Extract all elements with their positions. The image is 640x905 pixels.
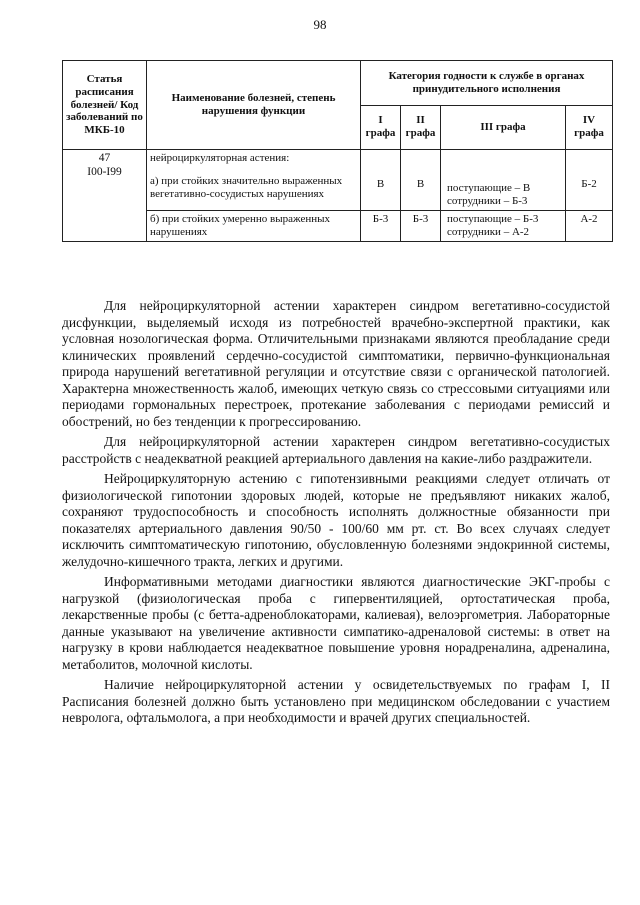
condition-cell [147,210,361,241]
icd-codes: I00-I99 [87,165,122,178]
paragraph: Нейроциркуляторную астению с гипотензивными реакциями следует отличать от физиологической гипотонии здоровых людей, которые не предъявляют никаких жалоб, сохраняют трудоспособность и способность исполнять должностные обязанности при показателях артериального давления 90/50 - 100/60 мм рт. ст. Во всех случаях следует исключить симптоматическую гипотонию, обусловленную болезнями эндокринной системы, желудочно-кишечного тракта, легких и другими. [62,471,610,569]
body-text [62,298,610,731]
table-header-row [63,61,613,106]
article-number: 47 [98,152,111,164]
value-col-3-line-1: поступающие – В [447,182,531,194]
value-col-1: Б-3 [361,210,401,241]
header-col-2: II графа [401,105,441,150]
value-col-3 [441,150,566,211]
paragraph: Наличие нейроциркуляторной астении у освидетельствуемых по графам I, II Расписания болезней должно быть установлено при медицинском обследовании с участием невролога, офтальмолога, а при необходимости и врачей других специальностей. [62,677,610,725]
header-col-3: III графа [441,105,566,150]
paragraph: Информативными методами диагностики являются диагностические ЭКГ-пробы с нагрузкой (физиологическая проба с гипервентиляцией, ортостатическая проба, лекарственные пробы (с бетта-адреноблокаторами, калиевая), велоэргометрия. Лабораторные данные указывают на увеличение активности симпатико-адреналовой системы: в ответ на нагрузку в крови наблюдается неадекватное повышение уровня норадреналина, адреналина, метаболитов, молочной кислоты. [62,574,610,672]
fitness-category-table [62,60,613,242]
paragraph: Для нейроциркуляторной астении характерен синдром вегетативно-сосудистой дисфункции, выделяемый исходя из потребностей врачебно-экспертной практики, как условная нозологическая форма. Отличительными признаками являются преобладание среди клинических проявлений сердечно-сосудистой симптоматики, первично-функциональная природа нарушений вегетативной регуляции и отсутствие связи с органической патологией. Характерна множественность жалоб, имеющих четкую связь со стрессовыми ситуациями или периодами гормональных перестроек, протекание заболевания с периодами ремиссий и обострений, но без тенденции к прогрессированию. [62,298,610,429]
header-article-code: Статья расписания болезней/ Код заболеваний по МКБ-10 [63,61,147,150]
header-col-1: I графа [361,105,401,150]
article-cell [63,150,147,242]
header-category-group: Категория годности к службе в органах принудительного исполнения [361,61,613,106]
condition-text: б) при стойких умеренно выраженных нарушениях [150,212,331,238]
disease-title: нейроциркуляторная астения: [150,152,290,164]
page-number: 98 [313,17,327,32]
value-col-4: Б-2 [566,150,613,211]
value-col-3-line-1: поступающие – Б-3 [447,212,539,225]
value-col-1: В [361,150,401,211]
value-col-4: А-2 [566,210,613,241]
header-col-4: IV графа [566,105,613,150]
value-col-3 [441,210,566,241]
value-col-3-line-2: сотрудники – Б-3 [447,194,528,207]
value-col-3-line-2: сотрудники – А-2 [447,225,530,238]
paragraph: Для нейроциркуляторной астении характерен синдром вегетативно-сосудистых расстройств с неадекватной реакцией артериального давления на какие-либо раздражители. [62,434,610,466]
table-row [63,150,613,211]
value-col-2: Б-3 [401,210,441,241]
header-disease-name: Наименование болезней, степень нарушения функции [147,61,361,150]
condition-text: а) при стойких значительно выраженных вегетативно-сосудистых нарушениях [150,174,343,200]
value-col-2: В [401,150,441,211]
condition-cell [147,150,361,211]
